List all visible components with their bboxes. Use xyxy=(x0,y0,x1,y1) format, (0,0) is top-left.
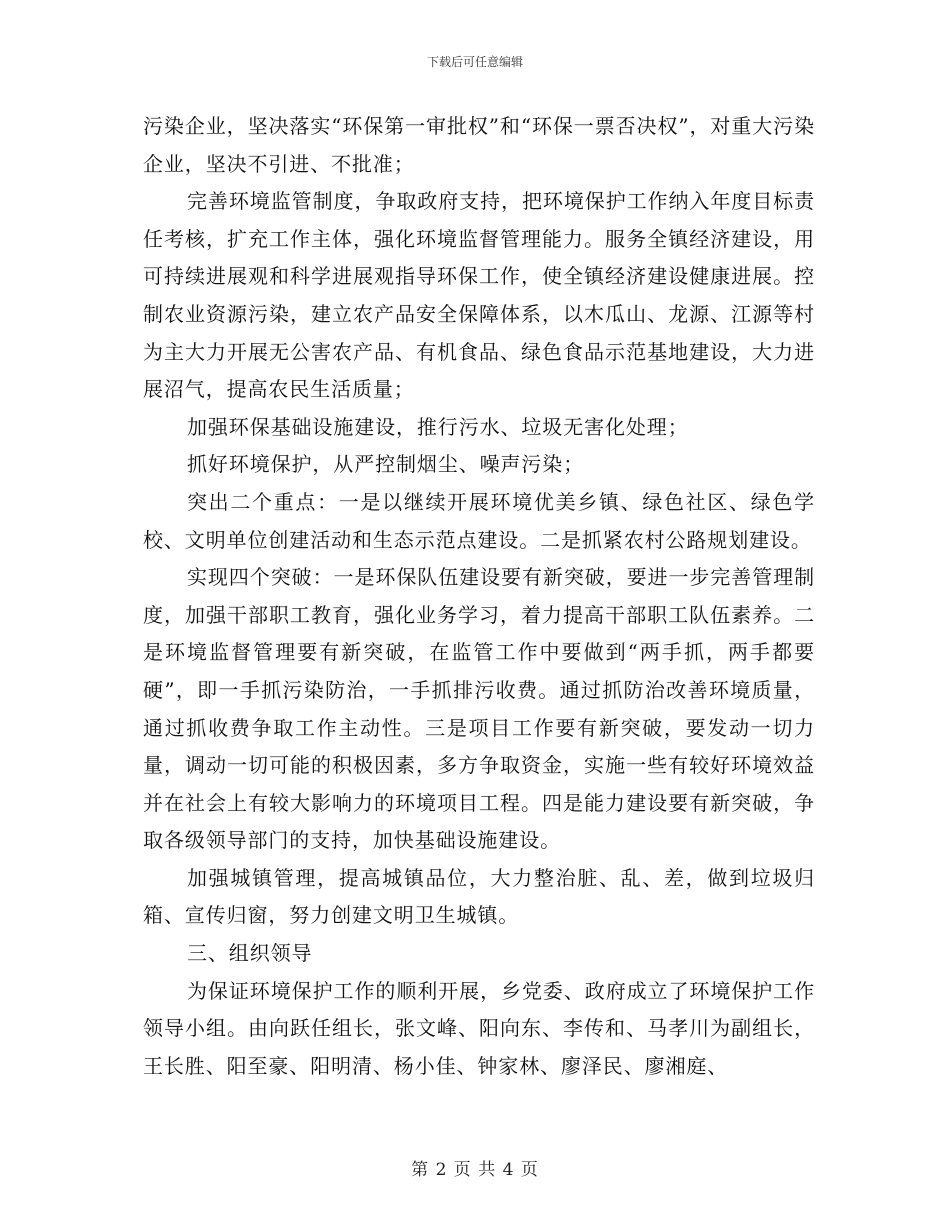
paragraph-pollution-control: 抓好环境保护，从严控制烟尘、噪声污染； xyxy=(187,452,585,477)
paragraph-town-management: 加强城镇管理，提高城镇品位，大力整治脏、乱、差，做到垃圾归箱、宣传归窗，努力创建文明卫生城镇。 xyxy=(143,865,815,928)
paragraph-supervision: 完善环境监管制度，争取政府支持，把环境保护工作纳入年度目标责任考核，扩充工作主体，强化环境监督管理能力。服务全镇经济建设，用可持续进展观和科学进展观指导环保工作，使全镇经济建设健康进展。控制农业资源污染，建立农产品安全保障体系，以木瓜山、龙源、江源等村为主大力开展无公害农产品、有机食品、绿色食品示范基地建设，大力进展沼气，提高农民生活质量； xyxy=(143,189,815,402)
paragraph-four-breakthroughs: 实现四个突破：一是环保队伍建设要有新突破，要进一步完善管理制度，加强干部职工教育，强化业务学习，着力提高干部职工队伍素养。二是环境监督管理要有新突破，在监管工作中要做到“两手抓，两手都要硬”，即一手抓污染防治，一手抓排污收费。通过抓防治改善环境质量，通过抓收费争取工作主动性。三是项目工作要有新突破，要发动一切力量，调动一切可能的积极因素，多方争取资金，实施一些有较好环境效益并在社会上有较大影响力的环境项目工程。四是能力建设要有新突破，争取各级领导部门的支持，加快基础设施建设。 xyxy=(143,565,815,853)
paragraph-continuation: 污染企业，坚决落实“环保第一审批权”和“环保一票否决权”，对重大污染企业，坚决不引进、不批准； xyxy=(143,114,815,176)
section-heading-organization: 三、组织领导 xyxy=(187,941,313,966)
paragraph-two-focuses: 突出二个重点：一是以继续开展环境优美乡镇、绿色社区、绿色学校、文明单位创建活动和生态示范点建设。二是抓紧农村公路规划建设。 xyxy=(143,489,815,552)
page-number: 第 2 页 共 4 页 xyxy=(411,1160,539,1180)
paragraph-infrastructure: 加强环保基础设施建设，推行污水、垃圾无害化处理； xyxy=(187,414,689,439)
document-body xyxy=(143,108,815,1085)
paragraph-leadership-group: 为保证环境保护工作的顺利开展，乡党委、政府成立了环境保护工作领导小组。由向跃任组长，张文峰、阳向东、李传和、马孝川为副组长，王长胜、阳至豪、阳明清、杨小佳、钟家林、廖泽民、廖湘庭、 xyxy=(143,978,815,1078)
page-header-note: 下载后可任意编辑 xyxy=(426,55,523,69)
